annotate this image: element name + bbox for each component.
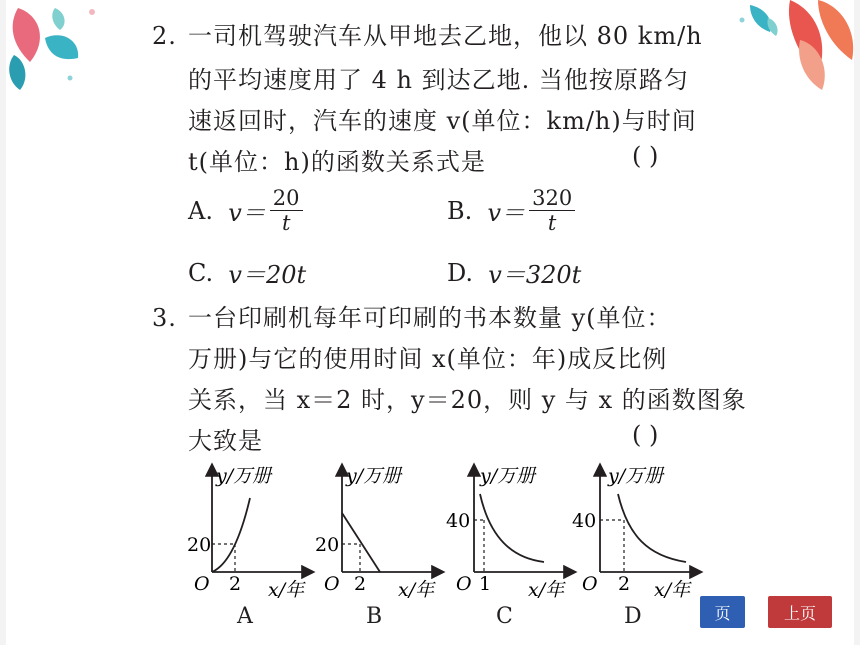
fraction-a: $\frac{20}{t}$ (270, 186, 303, 235)
graph-d (568, 458, 708, 608)
svg-text:x/年: x/年 (528, 579, 565, 601)
q3-line-3: 关系，当 x＝2 时，y＝20，则 y 与 x 的函数图象 (188, 386, 747, 414)
right-border (854, 0, 860, 645)
svg-text:O: O (582, 573, 598, 595)
q2-option-b: B. v＝ $\frac{320}{t}$ (447, 186, 575, 235)
x-label: x/年 (268, 579, 305, 601)
origin-label: O (194, 573, 210, 595)
svg-text:y/万册: y/万册 (608, 465, 664, 487)
graph-c (442, 458, 582, 608)
svg-text:O: O (456, 573, 472, 595)
svg-text:2: 2 (618, 573, 631, 595)
y-label: y/万册 (216, 465, 272, 487)
q2-line-1: 2. 一司机驾驶汽车从甲地去乙地，他以 80 km/h (152, 22, 703, 50)
graph-b (310, 458, 450, 608)
q2-line-3: 速返回时，汽车的速度 v(单位：km/h)与时间 (188, 107, 697, 135)
q2-option-c: C. v＝20t (188, 258, 307, 289)
leaf-decoration-right (730, 0, 860, 95)
curve-c (480, 494, 544, 562)
q2-number: 2. (152, 22, 177, 50)
svg-text:x/年: x/年 (654, 579, 691, 601)
q2-option-d: D. v＝320t (447, 258, 582, 289)
svg-text:40: 40 (572, 510, 597, 532)
graph-a-label: A (237, 604, 253, 629)
graph-b-label: B (366, 604, 383, 629)
svg-text:20: 20 (315, 534, 340, 556)
q2-answer-paren: ( ) (632, 142, 659, 170)
graph-c-label: C (496, 604, 513, 629)
y-tick: 20 (187, 534, 212, 556)
next-page-button[interactable]: 页 (700, 596, 745, 628)
graph-a (180, 458, 320, 608)
fraction-b: $\frac{320}{t}$ (529, 186, 575, 235)
curve-a (212, 498, 250, 572)
q3-answer-paren: ( ) (632, 421, 659, 449)
q3-line-1: 3. 一台印刷机每年可印刷的书本数量 y(单位： (152, 304, 672, 332)
curve-d (618, 494, 686, 562)
q2-line-4: t(单位：h)的函数关系式是 (188, 148, 486, 176)
line-b (342, 513, 380, 572)
q2-line-2: 的平均速度用了 4 h 到达乙地. 当他按原路匀 (188, 66, 689, 94)
graph-d-label: D (624, 604, 642, 629)
svg-text:40: 40 (446, 510, 471, 532)
svg-text:x/年: x/年 (398, 579, 435, 601)
svg-text:1: 1 (479, 573, 492, 595)
svg-text:y/万册: y/万册 (480, 465, 536, 487)
q2-option-a: A. v＝ $\frac{20}{t}$ (188, 186, 303, 235)
svg-text:y/万册: y/万册 (346, 465, 402, 487)
svg-text:2: 2 (354, 573, 367, 595)
svg-text:O: O (324, 573, 340, 595)
left-border (0, 0, 6, 645)
prev-page-button[interactable]: 上页 (768, 596, 832, 628)
q3-line-4: 大致是 (188, 427, 263, 455)
q3-number: 3. (152, 304, 177, 332)
q3-line-2: 万册)与它的使用时间 x(单位：年)成反比例 (188, 345, 668, 373)
x-tick: 2 (229, 573, 242, 595)
leaf-decoration-left (0, 0, 110, 95)
